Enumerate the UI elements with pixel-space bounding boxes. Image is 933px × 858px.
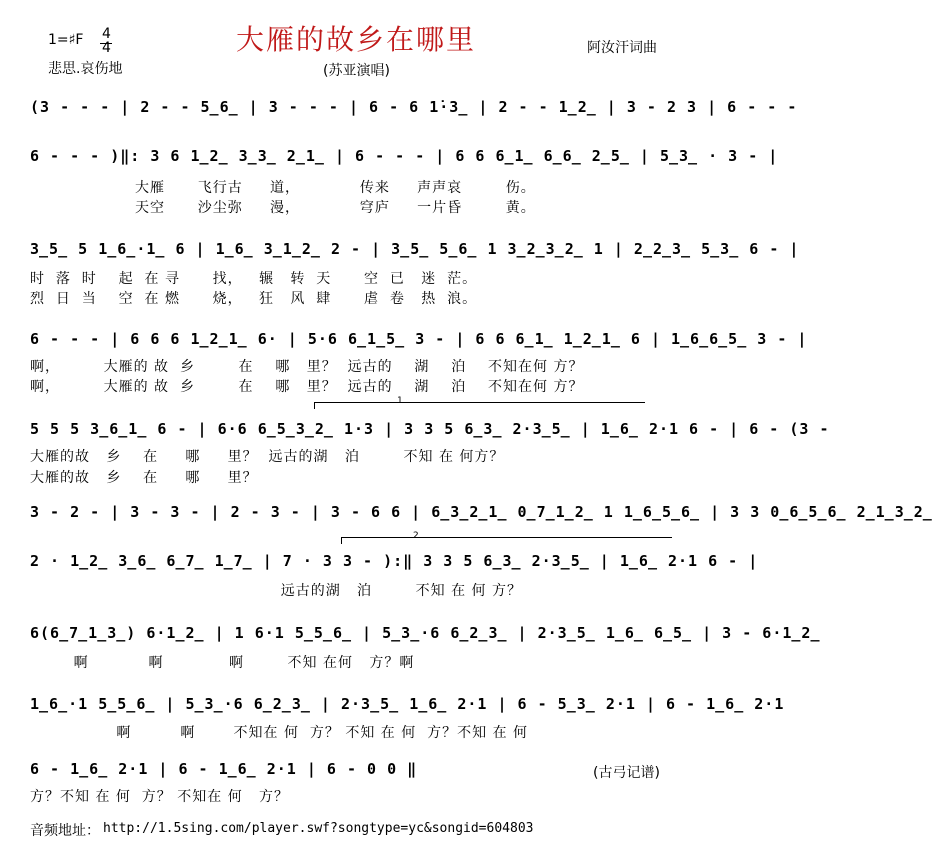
lyric-line: 天空 沙尘弥 漫， 穹庐 一片昏 黄。 — [135, 200, 536, 216]
music-line: 2 · 1̲2̲ 3̲6̲ 6̲7̲ 1̲7̲ | 7 · 3 3 - ):‖ 3 3 5 6̲3̲ 2·3̲5̲ | 1̲6̲ 2·1 6 - | — [30, 552, 759, 570]
lyric-line: 啊 啊 不知在 何 方？ 不知 在 何 方？不知 在 何 — [100, 725, 529, 741]
singer: (苏亚演唱) — [323, 63, 390, 79]
song-title: 大雁的故乡在哪里 — [236, 23, 477, 56]
audio-label: 音频地址： — [30, 823, 100, 839]
volta-bracket — [314, 402, 645, 409]
transcriber-credit: (古弓记谱) — [593, 765, 660, 781]
time-signature-top: 4 — [102, 26, 111, 42]
music-line: 6 - 1̲6̲ 2·1 | 6 - 1̲6̲ 2·1 | 6 - 0 0 ‖ — [30, 760, 418, 778]
lyric-line: 啊， 大雁的 故 乡 在 哪 里？ 远古的 湖 泊 不知在何 方？ — [30, 359, 584, 375]
music-line: 6 - - - )‖: 3 6 1̲2̲ 3̲3̲ 2̲1̲ | 6 - - - | 6 6 6̲1̲ 6̲6̲ 2̲5̲ | 5̲3̲ · 3 - | — [30, 147, 779, 165]
composer: 阿汝汗词曲 — [587, 40, 657, 56]
lyric-line: 方？不知 在 何 方？ 不知在 何 方？ — [30, 789, 290, 805]
music-line: 6(6̲7̲1̲3̲) 6·1̲2̲ | 1 6·1 5̲5̲6̲ | 5̲3̲·6 6̲2̲3̲ | 2·3̲5̲ 1̲6̲ 6̲5̲ | 3 - 6·1̲2̲ — [30, 624, 821, 642]
lyric-line: 烈 日 当 空 在 燃 烧， 狂 风 肆 虐 卷 热 浪。 — [30, 291, 478, 307]
audio-url-link[interactable]: http://1.5sing.com/player.swf?songtype=yc&songid=604803 — [103, 821, 534, 836]
music-line: 5 5 5 3̲6̲1̲ 6 - | 6·6 6̲5̲3̲2̲ 1·3 | 3 3 5 6̲3̲ 2·3̲5̲ | 1̲6̲ 2·1 6 - | 6 - (3 - — [30, 420, 830, 438]
key-signature: 1=♯F — [48, 32, 84, 48]
lyric-line: 啊 啊 啊 不知 在何 方？啊 — [30, 655, 415, 671]
music-line: 3̲5̲ 5 1̲6̲·1̲ 6 | 1̲6̲ 3̲1̲2̲ 2 - | 3̲5̲ 5̲6̲ 1 3̲2̲3̲2̲ 1 | 2̲2̲3̲ 5̲3̲ 6 - | — [30, 240, 800, 258]
lyric-line: 时 落 时 起 在 寻 找， 辗 转 天 空 已 迷 茫。 — [30, 271, 478, 287]
music-line: 6 - - - | 6 6 6 1̲2̲1̲ 6· | 5·6 6̲1̲5̲ 3 - | 6 6 6̲1̲ 1̲2̲1̲ 6 | 1̲6̲6̲5̲ 3 - | — [30, 330, 808, 348]
volta-number: 1 — [397, 396, 403, 406]
lyric-line: 大雁的故 乡 在 哪 里？ — [30, 470, 258, 486]
mood-marking: 悲思.哀伤地 — [48, 61, 123, 77]
lyric-line: 啊， 大雁的 故 乡 在 哪 里？ 远古的 湖 泊 不知在何 方？ — [30, 379, 584, 395]
lyric-line: 大雁的故 乡 在 哪 里？ 远古的湖 泊 不知 在 何方？ — [30, 449, 505, 465]
music-line: 3 - 2 - | 3 - 3 - | 2 - 3 - | 3 - 6 6 | 6̲3̲2̲1̲ 0̲7̲1̲2̲ 1 1̲6̲5̲6̲ | 3 3 0̲6̲5̲6̲ 2̲1̲3̲2̲ — [30, 503, 933, 521]
volta-number: 2 — [413, 531, 419, 541]
time-signature-bottom: 4 — [102, 40, 111, 56]
volta-bracket — [341, 537, 672, 544]
lyric-line: 远古的湖 泊 不知 在 何 方？ — [30, 583, 523, 599]
music-line: (3 - - - | 2 - - 5̲6̲ | 3 - - - | 6 - 6 1̇·3̲ | 2 - - 1̲2̲ | 3 - 2 3 | 6 - - - — [30, 98, 798, 116]
music-line: 1̲6̲·1 5̲5̲6̲ | 5̲3̲·6 6̲2̲3̲ | 2·3̲5̲ 1̲6̲ 2·1 | 6 - 5̲3̲ 2·1 | 6 - 1̲6̲ 2·1 — [30, 695, 785, 713]
lyric-line: 大雁 飞行古 道， 传来 声声哀 伤。 — [135, 180, 536, 196]
